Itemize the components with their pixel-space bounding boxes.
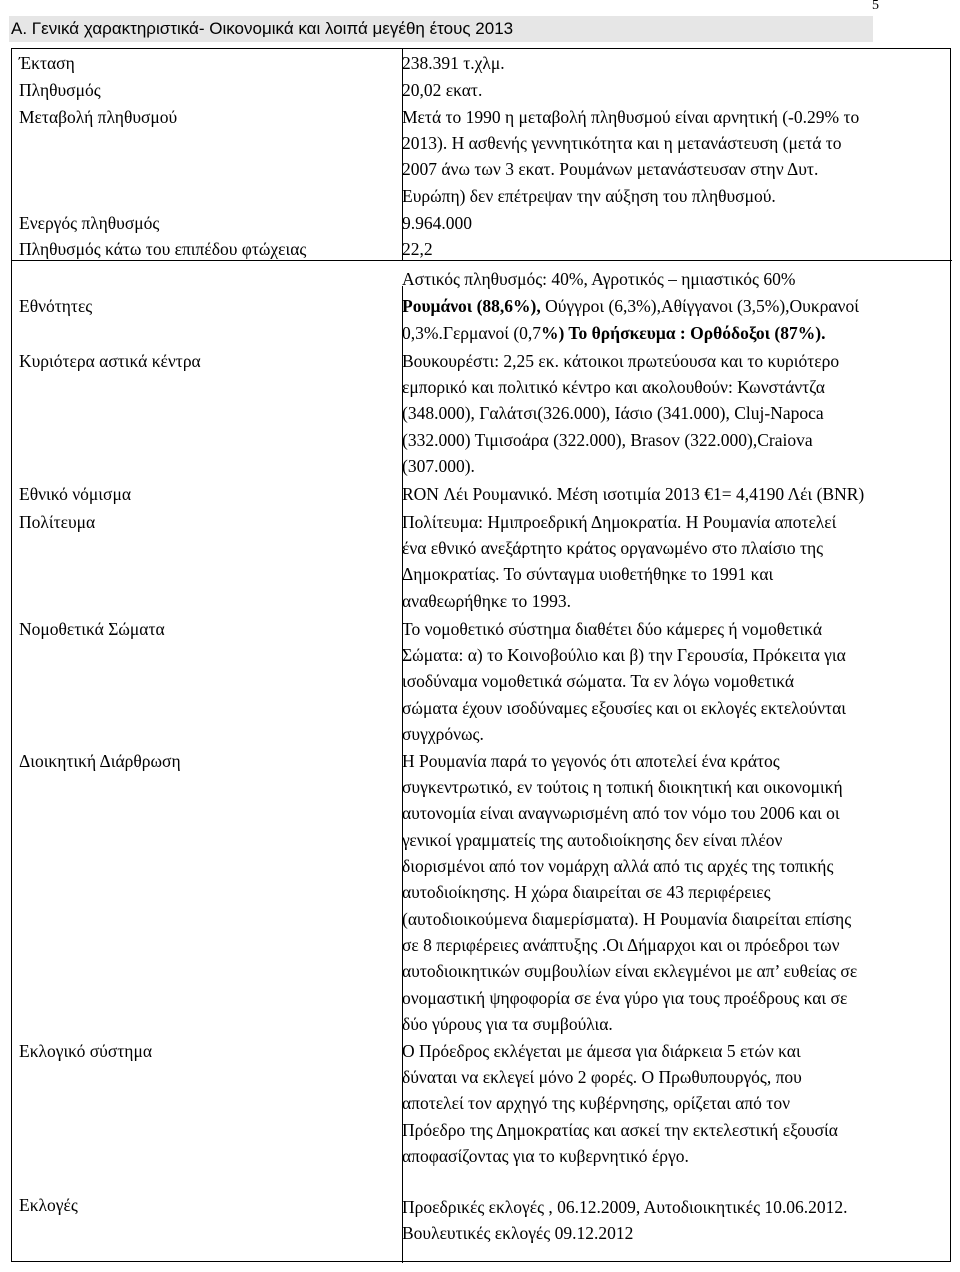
page-number: 5 (872, 0, 879, 13)
cities-line-4: (332.000) Τιμισοάρα (322.000), Brasov (322.000),Craiova (402, 430, 813, 450)
section-title: Α. Γενικά χαρακτηριστικά- Οικονομικά και λοιπά μεγέθη έτους 2013 (9, 16, 873, 42)
administration-line-8: σε 8 περιφέρειες ανάπτυξης .Οι Δήμαρχοι και οι πρόεδροι των (402, 935, 840, 955)
electoral-system-line-2: δύναται να εκλεγεί μόνο 2 φορές. Ο Πρωθυπουργός, που (402, 1067, 802, 1087)
characteristics-table (11, 48, 951, 1262)
administration-line-4: γενικοί γραμματείς της αυτοδιοίκησης δεν είναι πλέον (402, 830, 783, 850)
poverty-label: Πληθυσμός κάτω του επιπέδου φτώχειας (19, 239, 307, 259)
administration-line-9: αυτοδιοικητικών συμβουλίων είναι εκλεγμένοι με απ’ ευθείας σε (402, 961, 858, 981)
cities-line-1: Βουκουρέστι: 2,25 εκ. κάτοικοι πρωτεύουσα και το κυριότερο (402, 351, 840, 371)
administration-line-2: συγκεντρωτικό, εν τούτοις η τοπική διοικητική και οικονομική (402, 777, 843, 797)
cities-line-2: εμπορικό και πολιτικό κέντρο και ακολουθούν: Κωνστάντζα (402, 377, 825, 397)
currency-value: RON Λέι Ρουμανικό. Μέση ισοτιμία 2013 €1= 4,4190 Λέι (BNR) (402, 484, 865, 504)
area-value: 238.391 τ.χλμ. (402, 53, 505, 73)
population-label: Πληθυσμός (19, 80, 101, 100)
population-value: 20,02 εκατ. (402, 80, 483, 100)
elections-line-2: Βουλευτικές εκλογές 09.12.2012 (402, 1223, 634, 1243)
ethnicities-line-1 (402, 293, 942, 319)
ethnicities-bold-1: Ρουμάνοι (88,6%), (402, 296, 541, 316)
population-change-line-2: 2013). Η ασθενής γεννητικότητα και η μετανάστευση (μετά το (402, 133, 842, 153)
legislature-label: Νομοθετικά Σώματα (19, 619, 165, 639)
electoral-system-line-5: αποφασίζοντας για το κυβερνητικό έργο. (402, 1146, 689, 1166)
currency-label: Εθνικό νόμισμα (19, 484, 131, 504)
electoral-system-line-3: αποτελεί τον αρχηγό της κυβέρνησης, ορίζεται από τον (402, 1093, 790, 1113)
administration-line-11: δύο γύρους για τα συμβούλια. (402, 1014, 613, 1034)
population-change-line-3: 2007 άνω των 3 εκατ. Ρουμάνων μετανάστευσαν στην Δυτ. (402, 159, 819, 179)
area-label: Έκταση (19, 53, 75, 73)
legislature-line-5: συγχρόνως. (402, 724, 484, 744)
population-change-line-1: Μετά το 1990 η μεταβολή πληθυσμού είναι αρνητική (-0.29% το (402, 107, 860, 127)
ethnicities-line-2 (402, 320, 942, 346)
administration-line-3: αυτονομία είναι αναγνωρισμένη από τον νόμο του 2006 και οι (402, 803, 840, 823)
electoral-system-label: Εκλογικό σύστημα (19, 1041, 153, 1061)
elections-label: Εκλογές (19, 1195, 78, 1215)
polity-line-3: Δημοκρατίας. Το σύνταγμα υιοθετήθηκε το 1991 και (402, 564, 774, 584)
cities-line-3: (348.000), Γαλάτσι(326.000), Ιάσιο (341.000), Cluj-Napoca (402, 403, 824, 423)
urban-rural-value: Αστικός πληθυσμός: 40%, Αγροτικός – ημιαστικός 60% (402, 269, 796, 289)
legislature-line-4: σώματα έχουν ισοδύναμες εξουσίες και οι εκλογές εκτελούνται (402, 698, 846, 718)
cities-line-5: (307.000). (402, 456, 475, 476)
legislature-line-2: Σώματα: α) το Κοινοβούλιο και β) την Γερουσία, Πρόκειτα για (402, 645, 846, 665)
active-population-label: Ενεργός πληθυσμός (19, 213, 160, 233)
active-population-value: 9.964.000 (402, 213, 472, 233)
administration-line-1: Η Ρουμανία παρά το γεγονός ότι αποτελεί ένα κράτος (402, 751, 780, 771)
poverty-value: 22,2 (402, 239, 433, 259)
ethnicities-label: Εθνότητες (19, 296, 93, 316)
cities-label: Κυριότερα αστικά κέντρα (19, 351, 201, 371)
administration-line-6: αυτοδιοίκησης. Η χώρα διαιρείται σε 43 περιφέρειες (402, 882, 771, 902)
polity-line-1: Πολίτευμα: Ημιπροεδρική Δημοκρατία. Η Ρουμανία αποτελεί (402, 512, 837, 532)
legislature-line-1: Το νομοθετικό σύστημα διαθέτει δύο κάμερες ή νομοθετικά (402, 619, 823, 639)
administration-line-10: ονομαστική ψηφοφορία σε ένα γύρο για τους προέδρους και σε (402, 988, 848, 1008)
ethnicities-rest-1: Ούγγροι (6,3%),Αθίγγανοι (3,5%),Ουκρανοί (540, 296, 859, 316)
electoral-system-line-4: Πρόεδρο της Δημοκρατίας και ασκεί την εκτελεστική εξουσία (402, 1120, 838, 1140)
elections-line-1: Προεδρικές εκλογές , 06.12.2009, Αυτοδιοικητικές 10.06.2012. (402, 1197, 848, 1217)
administration-line-7: (αυτοδιοικούμενα διαμερίσματα). Η Ρουμανία διαιρείται επίσης (402, 909, 852, 929)
ethnicities-start-2: 0,3%.Γερμανοί (0,7 (402, 323, 542, 343)
polity-line-4: αναθεωρήθηκε το 1993. (402, 591, 571, 611)
ethnicities-bold-2: %) Το θρήσκευμα : Ορθόδοξοι (87%). (541, 323, 826, 343)
polity-label: Πολίτευμα (19, 512, 96, 532)
legislature-line-3: ισοδύναμα νομοθετικά σώματα. Τα εν λόγω νομοθετικά (402, 671, 795, 691)
electoral-system-line-1: Ο Πρόεδρος εκλέγεται με άμεσα για διάρκεια 5 ετών και (402, 1041, 801, 1061)
administration-label: Διοικητική Διάρθρωση (19, 751, 181, 771)
polity-line-2: ένα εθνικό ανεξάρτητο κράτος οργανωμένο στο πλαίσιο της (402, 538, 824, 558)
population-change-label: Μεταβολή πληθυσμού (19, 107, 178, 127)
population-change-line-4: Ευρώπη) δεν επέτρεψαν την αύξηση του πληθυσμού. (402, 186, 776, 206)
administration-line-5: διορισμένοι από τον νομάρχη αλλά από τις αρχές της τοπικής (402, 856, 834, 876)
